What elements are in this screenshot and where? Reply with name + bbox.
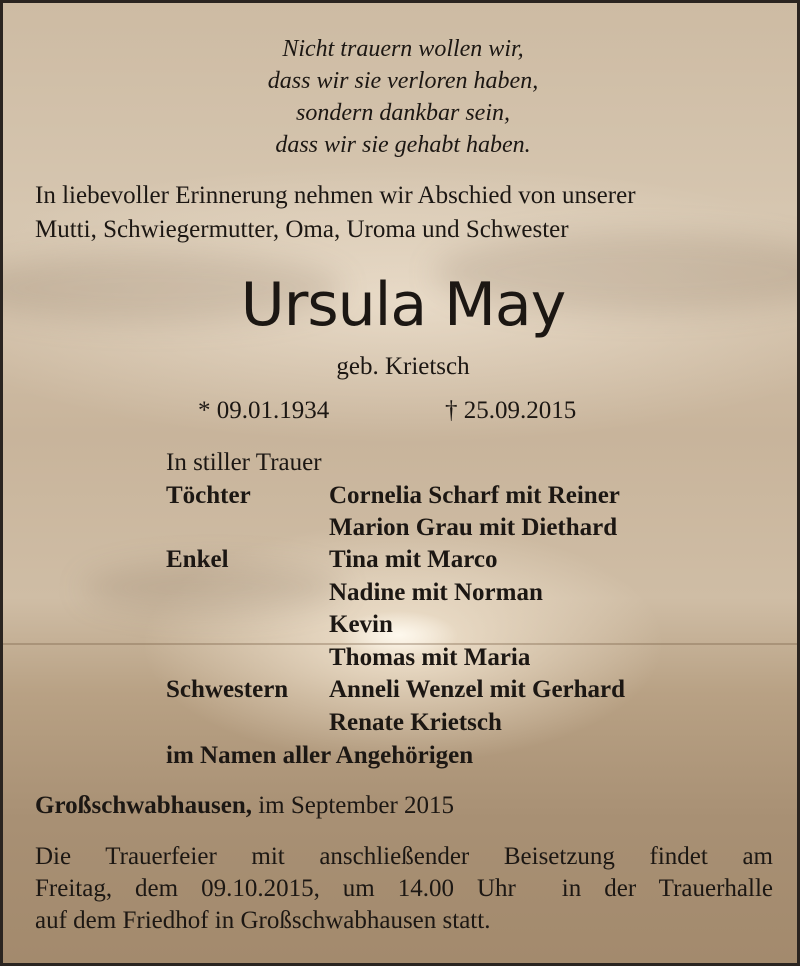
poem-line: dass wir sie verloren haben, bbox=[267, 68, 539, 94]
intro-text bbox=[35, 179, 775, 247]
mourner-name: Kevin bbox=[329, 611, 393, 638]
mourner-name: Cornelia Scharf mit Reiner bbox=[329, 482, 620, 509]
mourner-name: Nadine mit Norman bbox=[329, 579, 543, 606]
mourner-name: Renate Krietsch bbox=[329, 709, 502, 736]
mourning-intro: In stiller Trauer bbox=[166, 449, 322, 476]
relation-label: Enkel bbox=[166, 546, 229, 573]
town: Großschwabhausen, bbox=[35, 792, 252, 819]
place-and-date bbox=[35, 790, 454, 822]
intro-line: Mutti, Schwiegermutter, Oma, Uroma und Schwester bbox=[35, 216, 569, 243]
funeral-info bbox=[35, 841, 773, 937]
intro-line: In liebevoller Erinnerung nehmen wir Abschied von unserer bbox=[35, 182, 636, 209]
month-year: im September 2015 bbox=[258, 792, 455, 819]
relation-label: Töchter bbox=[166, 482, 251, 509]
mourner-name: Anneli Wenzel mit Gerhard bbox=[329, 676, 626, 703]
mourner-name: Marion Grau mit Diethard bbox=[329, 514, 618, 541]
poem-line: dass wir sie gehabt haben. bbox=[275, 132, 531, 158]
poem bbox=[3, 33, 800, 161]
mourner-name: Thomas mit Maria bbox=[329, 644, 531, 671]
poem-line: Nicht trauern wollen wir, bbox=[282, 36, 524, 62]
mourner-name: Tina mit Marco bbox=[329, 546, 498, 573]
poem-line: sondern dankbar sein, bbox=[296, 100, 510, 126]
birth-name: geb. Krietsch bbox=[336, 353, 470, 380]
deceased-name: Ursula May bbox=[240, 270, 566, 340]
funeral-line: Die Trauerfeier mit anschließender Beisetzung findet am bbox=[35, 843, 773, 870]
mourners-closing: im Namen aller Angehörigen bbox=[166, 742, 474, 769]
funeral-line: Freitag, dem 09.10.2015, um 14.00 Uhr in der Trauerhalle bbox=[35, 875, 773, 902]
relation-label: Schwestern bbox=[166, 676, 289, 703]
death-date: † 25.09.2015 bbox=[445, 397, 577, 424]
funeral-line: auf dem Friedhof in Großschwabhausen statt. bbox=[35, 907, 491, 934]
birth-date: * 09.01.1934 bbox=[198, 397, 330, 424]
